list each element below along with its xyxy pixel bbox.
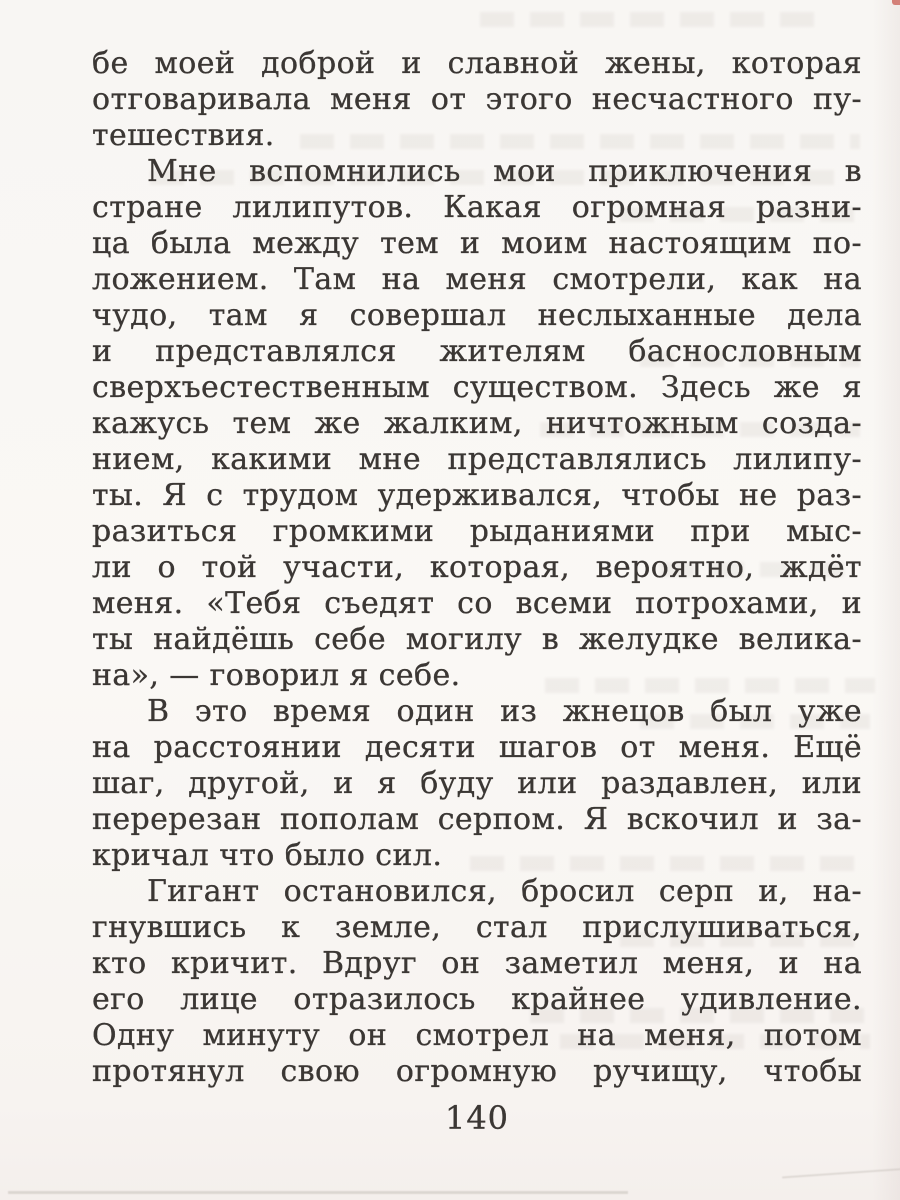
text-line: его лице отразилось крайнее удивление. — [92, 982, 862, 1017]
text-line: меня. «Тебя съедят со всеми потрохами, и — [92, 586, 862, 621]
text-line: на», — говорил я себе. — [92, 658, 461, 693]
page-crease — [782, 1168, 900, 1179]
page-text — [92, 46, 862, 1090]
text-line: чудо, там я совершал неслыханные дела — [92, 298, 862, 333]
text-line: протянул свою огромную ручищу, чтобы — [92, 1054, 862, 1089]
text-line: кажусь тем же жалким, ничтожным созда- — [92, 406, 862, 441]
text-line: нием, какими мне представлялись лилипу- — [92, 442, 862, 477]
text-line: ложением. Там на меня смотрели, как на — [92, 262, 862, 297]
text-line: на расстоянии десяти шагов от меня. Ещё — [92, 730, 862, 765]
showthrough-mark — [480, 12, 820, 27]
text-line: ли о той участи, которая, вероятно, ждёт — [92, 550, 862, 585]
text-line: ты найдёшь себе могилу в желудке велика- — [92, 622, 862, 657]
text-line: перерезан пополам серпом. Я вскочил и за- — [92, 802, 862, 837]
page-edge-shadow — [8, 1191, 628, 1194]
text-line: ты. Я с трудом удерживался, чтобы не раз- — [92, 478, 862, 513]
text-line: гнувшись к земле, стал прислушиваться, — [92, 910, 862, 945]
text-line: шаг, другой, и я буду или раздавлен, или — [92, 766, 862, 801]
text-line: стране лилипутов. Какая огромная разни- — [92, 190, 862, 225]
red-edge-mark — [892, 0, 900, 5]
text-line: кто кричит. Вдруг он заметил меня, и на — [92, 946, 862, 981]
text-line: отговаривала меня от этого несчастного пу- — [92, 82, 862, 117]
page-number: 140 — [444, 1099, 510, 1137]
text-line: и представлялся жителям баснословным — [92, 334, 862, 369]
text-line: ца была между тем и моим настоящим по- — [92, 226, 862, 261]
text-line: кричал что было сил. — [92, 838, 443, 873]
text-line: Одну минуту он смотрел на меня, потом — [92, 1018, 862, 1053]
text-line: разиться громкими рыданиями при мыс- — [92, 514, 862, 549]
text-line: тешествия. — [92, 118, 275, 153]
text-line: Гигант остановился, бросил серп и, на- — [147, 874, 862, 909]
text-line: сверхъестественным существом. Здесь же я — [92, 370, 862, 405]
text-line: Мне вспомнились мои приключения в — [147, 154, 862, 189]
text-line: бе моей доброй и славной жены, которая — [92, 46, 862, 81]
text-line: В это время один из жнецов был уже — [147, 694, 862, 729]
